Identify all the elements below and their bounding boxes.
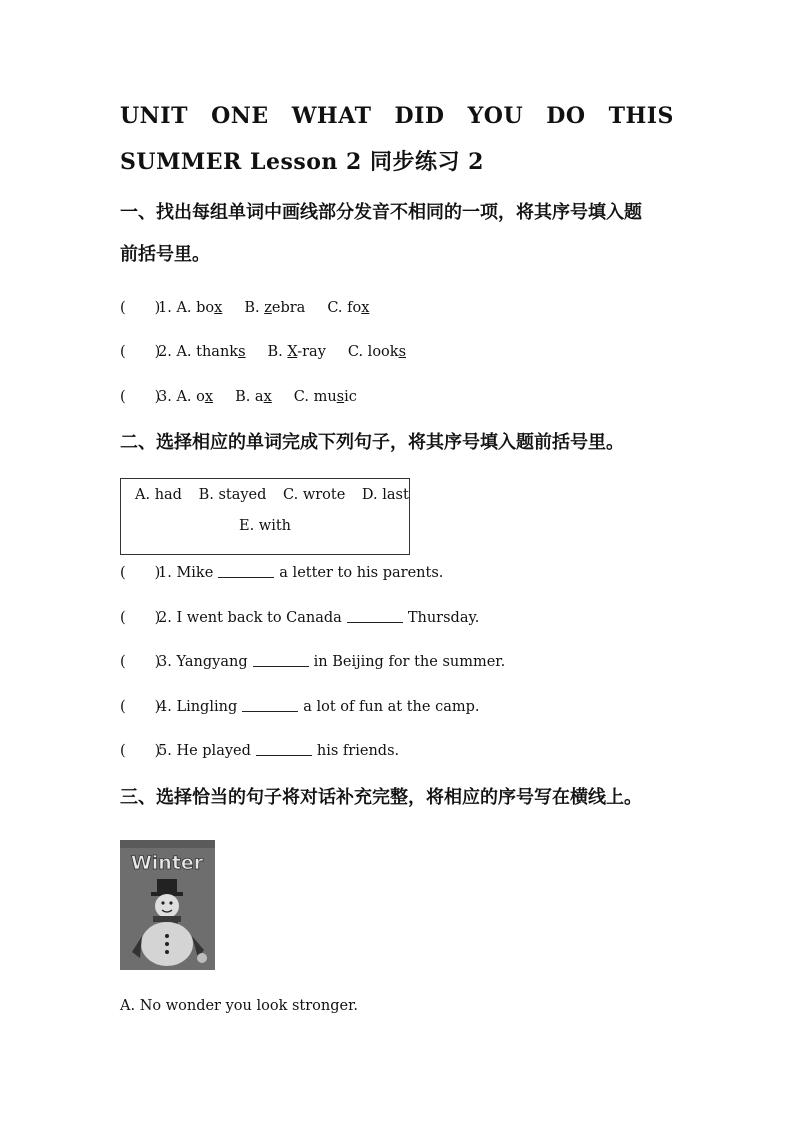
item-text: B. bbox=[267, 344, 288, 360]
item-text: C. look bbox=[347, 344, 399, 360]
title-word: UNIT bbox=[120, 103, 188, 129]
title-word: WHAT bbox=[291, 103, 372, 129]
answer-paren[interactable]: ( ) bbox=[120, 743, 161, 759]
section1-heading-line2: 前括号里。 bbox=[120, 244, 210, 265]
item-text: in Beijing for the summer. bbox=[313, 654, 506, 670]
word-option: D. last bbox=[361, 487, 409, 503]
underlined-letter: X bbox=[287, 344, 298, 360]
underlined-letter: z bbox=[264, 300, 272, 316]
item-text: 1. A. bo bbox=[158, 300, 215, 316]
s2-item-4 bbox=[120, 695, 480, 716]
item-text: C. mu bbox=[293, 389, 337, 405]
title-line-2: SUMMER Lesson 2 同步练习 2 bbox=[120, 149, 484, 175]
winter-word: Winter bbox=[130, 852, 204, 874]
item-text: his friends. bbox=[316, 743, 400, 759]
item-text: 1. Mike bbox=[158, 565, 214, 581]
section2-heading: 二、选择相应的单词完成下列句子，将其序号填入题前括号里。 bbox=[120, 432, 624, 453]
underlined-letter: x bbox=[263, 389, 272, 405]
underlined-letter: x bbox=[361, 300, 370, 316]
answer-paren[interactable]: ( ) bbox=[120, 699, 161, 715]
item-text: a letter to his parents. bbox=[279, 565, 444, 581]
item-text: 3. A. o bbox=[158, 389, 205, 405]
underlined-letter: x bbox=[214, 300, 223, 316]
title-word: YOU bbox=[467, 103, 524, 129]
item-text: B. bbox=[244, 300, 265, 316]
underlined-letter: x bbox=[204, 389, 214, 405]
answer-paren[interactable]: ( ) bbox=[120, 389, 161, 405]
s2-item-5 bbox=[120, 739, 399, 760]
fill-blank[interactable] bbox=[256, 754, 312, 756]
s1-item-1 bbox=[120, 296, 369, 317]
s2-item-2 bbox=[120, 606, 479, 627]
fill-blank[interactable] bbox=[347, 621, 403, 623]
title-word: THIS bbox=[608, 103, 674, 129]
title-word: ONE bbox=[211, 103, 269, 129]
answer-paren[interactable]: ( ) bbox=[120, 300, 161, 316]
underlined-letter: s bbox=[398, 344, 407, 360]
fill-blank[interactable] bbox=[242, 710, 298, 712]
winter-snowman-image bbox=[120, 840, 215, 970]
item-text: 2. A. thank bbox=[158, 344, 239, 360]
s1-item-2 bbox=[120, 340, 406, 361]
item-text: ebra bbox=[271, 300, 306, 316]
title-word: DO bbox=[546, 103, 586, 129]
item-text: Thursday. bbox=[407, 610, 480, 626]
option-a-sentence: A. No wonder you look stronger. bbox=[120, 998, 359, 1014]
title-word: DID bbox=[394, 103, 445, 129]
word-bank-row-1 bbox=[135, 487, 421, 503]
section1-heading-line1: 一、找出每组单词中画线部分发音不相同的一项，将其序号填入题 bbox=[120, 202, 642, 223]
section1-heading bbox=[120, 192, 680, 276]
s2-item-1 bbox=[120, 561, 443, 582]
word-bank-row-2 bbox=[121, 518, 409, 534]
answer-paren[interactable]: ( ) bbox=[120, 610, 161, 626]
word-option: C. wrote bbox=[283, 487, 346, 503]
item-text: 2. I went back to Canada bbox=[158, 610, 342, 626]
fill-blank[interactable] bbox=[218, 576, 274, 578]
item-text: 5. He played bbox=[158, 743, 251, 759]
item-text: -ray bbox=[297, 344, 326, 360]
word-option: E. with bbox=[238, 518, 292, 534]
section3-heading: 三、选择恰当的句子将对话补充完整，将相应的序号写在横线上。 bbox=[120, 787, 642, 808]
snowman-illustration bbox=[120, 840, 215, 970]
answer-paren[interactable]: ( ) bbox=[120, 654, 161, 670]
s2-item-3 bbox=[120, 650, 505, 671]
word-option: B. stayed bbox=[198, 487, 267, 503]
item-text: a lot of fun at the camp. bbox=[303, 699, 480, 715]
underlined-letter: s bbox=[238, 344, 246, 360]
fill-blank[interactable] bbox=[253, 665, 309, 667]
item-text: C. fo bbox=[327, 300, 362, 316]
word-bank-box bbox=[120, 478, 410, 555]
answer-paren[interactable]: ( ) bbox=[120, 565, 161, 581]
answer-paren[interactable]: ( ) bbox=[120, 344, 161, 360]
item-text: B. a bbox=[235, 389, 264, 405]
s1-item-3 bbox=[120, 385, 357, 406]
item-text: 3. Yangyang bbox=[158, 654, 248, 670]
title-line-1 bbox=[120, 103, 674, 129]
word-option: A. had bbox=[135, 487, 182, 503]
underlined-letter: s bbox=[336, 389, 345, 405]
item-text: 4. Lingling bbox=[158, 699, 238, 715]
item-text: ic bbox=[344, 389, 357, 405]
